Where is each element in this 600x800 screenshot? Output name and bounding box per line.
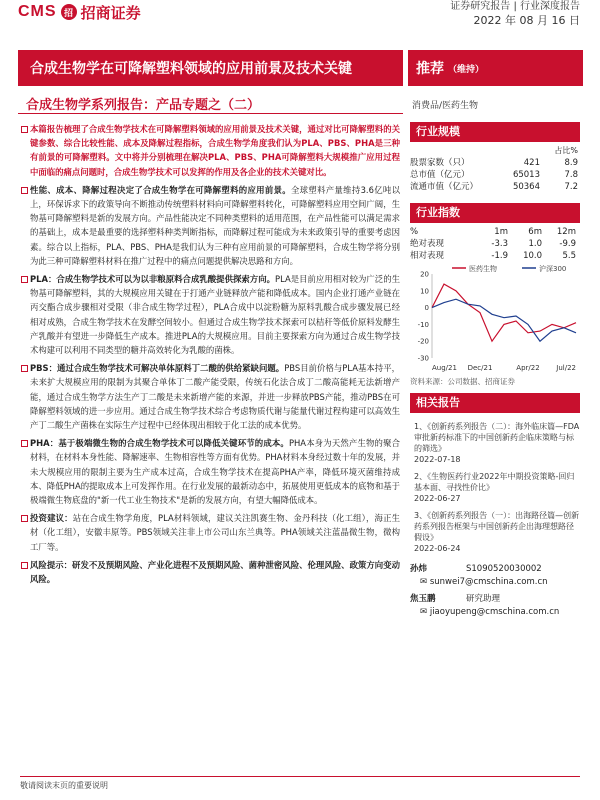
related-reports-section bbox=[410, 393, 580, 560]
index-row bbox=[410, 238, 580, 250]
scale-pct: 7.8 bbox=[564, 170, 578, 180]
index-value: 10.0 bbox=[523, 251, 542, 261]
industry-index-section bbox=[410, 203, 580, 387]
scale-row bbox=[410, 157, 580, 169]
scale-value: 421 bbox=[523, 158, 540, 168]
index-value: -9.9 bbox=[559, 239, 576, 249]
report-meta bbox=[450, 0, 580, 28]
x-tick-label: Jul/22 bbox=[556, 364, 576, 372]
author-name: 孙炜 bbox=[410, 564, 428, 574]
sector-label: 消费品/医药生物 bbox=[412, 101, 479, 111]
scale-label: 股票家数（只） bbox=[410, 158, 470, 168]
chart-source: 资料来源：公司数据、招商证券 bbox=[410, 377, 515, 386]
industry-scale-section bbox=[410, 122, 580, 193]
paragraph-text: 全球塑料产量维持3.6亿吨以上，环保诉求下的政策导向不断推动传统塑料材料向可降解塑料转化，可降解塑料应用空间广阔，生物基可降解塑料是新的发展方向。产品性能决定不同种类塑料的适用范围，在产品性能可以满足需求的基础上，成本是最重要的选择塑料种类判断指标，而降解过程可能成为未来政策引导的重要考虑因素。综合以上指标，PLA、PBS、PHA是我们认为三种有应用前景的可降解塑料，合成生物学将分别为此三种可降解塑料材料在推广过程中的痛点问题提供解决思路和方向。 bbox=[30, 184, 400, 266]
author-name: 焦玉鹏 bbox=[410, 594, 436, 604]
paragraph-lead: 性能、成本、降解过程决定了合成生物学在可降解塑料的应用前景。 bbox=[30, 184, 291, 195]
author-id: 研究助理 bbox=[466, 594, 501, 604]
scale-value: 65013 bbox=[512, 170, 540, 180]
index-row bbox=[410, 250, 580, 262]
series-line-0 bbox=[432, 284, 576, 341]
related-report-date: 2022-07-18 bbox=[414, 455, 461, 464]
scale-col-header: 占比% bbox=[554, 146, 578, 155]
y-tick-label: -30 bbox=[417, 354, 429, 363]
email-icon: ✉ bbox=[420, 607, 430, 617]
scale-pct: 7.2 bbox=[564, 182, 578, 192]
index-col-header: 12m bbox=[556, 227, 576, 237]
rating-label: 推荐 bbox=[416, 61, 444, 77]
index-value: -1.9 bbox=[491, 251, 508, 261]
series-line-1 bbox=[432, 299, 576, 341]
rating-sub: （维持） bbox=[448, 64, 485, 75]
paragraph-text: 本篇报告梳理了合成生物学技术在可降解塑料领域的应用前景及技术关键，通过对比可降解塑料的关键参数、综合比较性能、成本及降解过程指标，合成生物学角度我们认为PLA、PBS、PHA是三种有前景的可降解塑料。文中将并分别梳理在解决PLA、PBS、PHA可降解塑料大规模推广应用过程中面临的痛点问题时，合成生物学技术可以发挥的作用及各企业的技术关键对比。 bbox=[30, 124, 400, 177]
index-row-label: 相对表现 bbox=[410, 251, 445, 261]
x-tick-label: Dec/21 bbox=[467, 364, 493, 372]
main-body bbox=[20, 122, 400, 590]
index-line-chart bbox=[410, 262, 580, 374]
related-report-date: 2022-06-24 bbox=[414, 544, 461, 553]
body-paragraph bbox=[20, 122, 400, 179]
index-header-row bbox=[410, 226, 580, 238]
rating-box bbox=[408, 50, 583, 86]
authors-section bbox=[410, 563, 580, 623]
scale-value: 50364 bbox=[512, 182, 540, 192]
scale-row bbox=[410, 169, 580, 181]
divider bbox=[18, 113, 403, 114]
paragraph-text: PBS目前价格与PLA基本持平，未来扩大规模应用的限制为其聚合单体丁二酸产能受限，传统石化法合成丁二酸高能耗无法新增产能，通过合成生物学方法生产丁二酸是未来新增产能的来源，并进一步释放PBS产能，推动PBS在可降解塑料领域的进一步应用。通过合成生物学技术综合考虑物质代谢与能量代谢过程构建可以高效生产丁二酸生产菌株在实际生产过程中已经体现出相较于化工法的成本优势。 bbox=[30, 363, 400, 431]
paragraph-text: 站在合成生物学角度，PLA材料领域，建议关注凯赛生物、金丹科技（化工组），海正生材（化工组），安徽丰原等。PBS领域关注非上市公司山东兰典等。PHA领域关注蓝晶微生物，微构工厂等。 bbox=[30, 513, 400, 552]
related-report-title[interactable]: 2、《生物医药行业2022年中期投资策略-回归基本面、寻找性价比》 bbox=[414, 472, 575, 492]
report-type: 证券研究报告 | 行业深度报告 bbox=[450, 1, 580, 12]
x-tick-label: Aug/21 bbox=[432, 364, 457, 372]
index-col-header: 6m bbox=[528, 227, 542, 237]
y-tick-label: 20 bbox=[420, 270, 429, 279]
scale-pct: 8.9 bbox=[564, 158, 578, 168]
paragraph-lead: PHA：基于极端微生物的合成生物学技术可以降低关键环节的成本。 bbox=[30, 438, 289, 449]
author-block bbox=[410, 563, 580, 589]
body-paragraph bbox=[20, 436, 400, 507]
index-col-header: 1m bbox=[494, 227, 508, 237]
scale-heading: 行业规模 bbox=[410, 122, 580, 142]
author-block bbox=[410, 593, 580, 619]
related-report-item[interactable] bbox=[410, 421, 580, 465]
report-title: 合成生物学在可降解塑料领域的应用前景及技术关键 bbox=[18, 50, 403, 86]
body-paragraph bbox=[20, 272, 400, 357]
index-value: 5.5 bbox=[562, 251, 576, 261]
report-date: 2022 年 08 月 16 日 bbox=[473, 14, 580, 27]
y-tick-label: 10 bbox=[420, 287, 429, 296]
paragraph-lead: PBS：通过合成生物学技术可解决单体原料丁二酸的供给紧缺问题。 bbox=[30, 363, 285, 374]
email-icon: ✉ bbox=[420, 577, 430, 587]
legend-label: 医药生物 bbox=[469, 265, 497, 273]
paragraph-text: PHA本身为天然产生物的聚合材料，在材料本身性能、降解速率、生物相容性等方面有优势。PHA材料本身经过数十年的发展，并未大规模应用的限制主要为生产成本过高，合成生物学技术在提高PHA产率，降低环境灭菌维持成本、降低PHA的提取成本上可发挥作用。在行业发展的最新动态中，拓展使用更低成本的底物和基于极端微生物底盘的"新一代工业生物技术"是新的发展方向，有望大幅降低成本。 bbox=[30, 438, 400, 506]
related-report-title[interactable]: 1、《创新药系列报告（二）：海外临床篇—FDA审批新药标准下的中国创新药企临床策略与标的筛选》 bbox=[414, 422, 580, 453]
index-value: -3.3 bbox=[491, 239, 508, 249]
footer-note: 敬请阅读末页的重要说明 bbox=[20, 781, 108, 790]
related-report-date: 2022-06-27 bbox=[414, 494, 461, 503]
author-email[interactable]: sunwei7@cmschina.com.cn bbox=[429, 577, 548, 587]
related-report-item[interactable] bbox=[410, 471, 580, 504]
logo-cn: 招商证券 bbox=[80, 3, 141, 22]
scale-label: 流通市值（亿元） bbox=[410, 182, 479, 192]
logo-cms: CMS bbox=[18, 3, 57, 20]
company-logo bbox=[18, 2, 218, 22]
index-col-header: % bbox=[410, 227, 419, 237]
paragraph-lead: PLA：合成生物学技术可以为以非粮原料合成乳酸提供探索方向。 bbox=[30, 274, 276, 285]
index-heading: 行业指数 bbox=[410, 203, 580, 223]
related-heading: 相关报告 bbox=[410, 393, 580, 413]
related-report-title[interactable]: 3、《创新药系列报告（一）：出海路径篇—创新药系列报告框架与中国创新药企出海理想路径假设》 bbox=[414, 511, 580, 542]
legend-label: 沪深300 bbox=[539, 265, 567, 273]
index-row-label: 绝对表现 bbox=[410, 239, 445, 249]
report-subtitle: 合成生物学系列报告：产品专题之（二） bbox=[26, 98, 261, 113]
paragraph-lead: 投资建议： bbox=[30, 513, 73, 524]
y-tick-label: -20 bbox=[417, 337, 429, 346]
related-report-item[interactable] bbox=[410, 510, 580, 554]
body-paragraph bbox=[20, 558, 400, 586]
paragraph-text: PLA是目前应用相对较为广泛的生物基可降解塑料，其的大规模应用关键在于打通产业链释放产能和降低成本。国内企业打通产业链在丙交酯合成步骤相对受限（非合成生物学过程），PLA合成中以淀粉糖为原料乳酸合成步骤发展已经相对成熟，合成生物学技术在发酵空间较小。但通过合成生物学技术探索可以桔秆等低价原料发酵生产乳酸并有望进一步降低生产成本。推进PLA的大规模应用。目前主要探索方向为通过合成生物学技术构建可以利用不同类型的糖并高效转化为乳酸的菌株。 bbox=[30, 274, 400, 356]
body-paragraph bbox=[20, 183, 400, 268]
scale-row bbox=[410, 181, 580, 193]
y-tick-label: -10 bbox=[417, 320, 429, 329]
author-id: S1090520030002 bbox=[466, 564, 542, 574]
author-email[interactable]: jiaoyupeng@cmschina.com.cn bbox=[429, 607, 560, 617]
paragraph-lead: 风险提示：研发不及预期风险、产业化进程不及预期风险、菌种泄密风险、伦理风险、政策方向变动风险。 bbox=[30, 559, 400, 585]
body-paragraph bbox=[20, 361, 400, 432]
logo-badge-icon: 招 bbox=[61, 4, 77, 20]
body-paragraph bbox=[20, 511, 400, 554]
index-value: 1.0 bbox=[528, 239, 542, 249]
footer-divider bbox=[20, 776, 580, 777]
scale-label: 总市值（亿元） bbox=[410, 170, 470, 180]
x-tick-label: Apr/22 bbox=[516, 364, 540, 372]
y-tick-label: 0 bbox=[424, 304, 429, 313]
